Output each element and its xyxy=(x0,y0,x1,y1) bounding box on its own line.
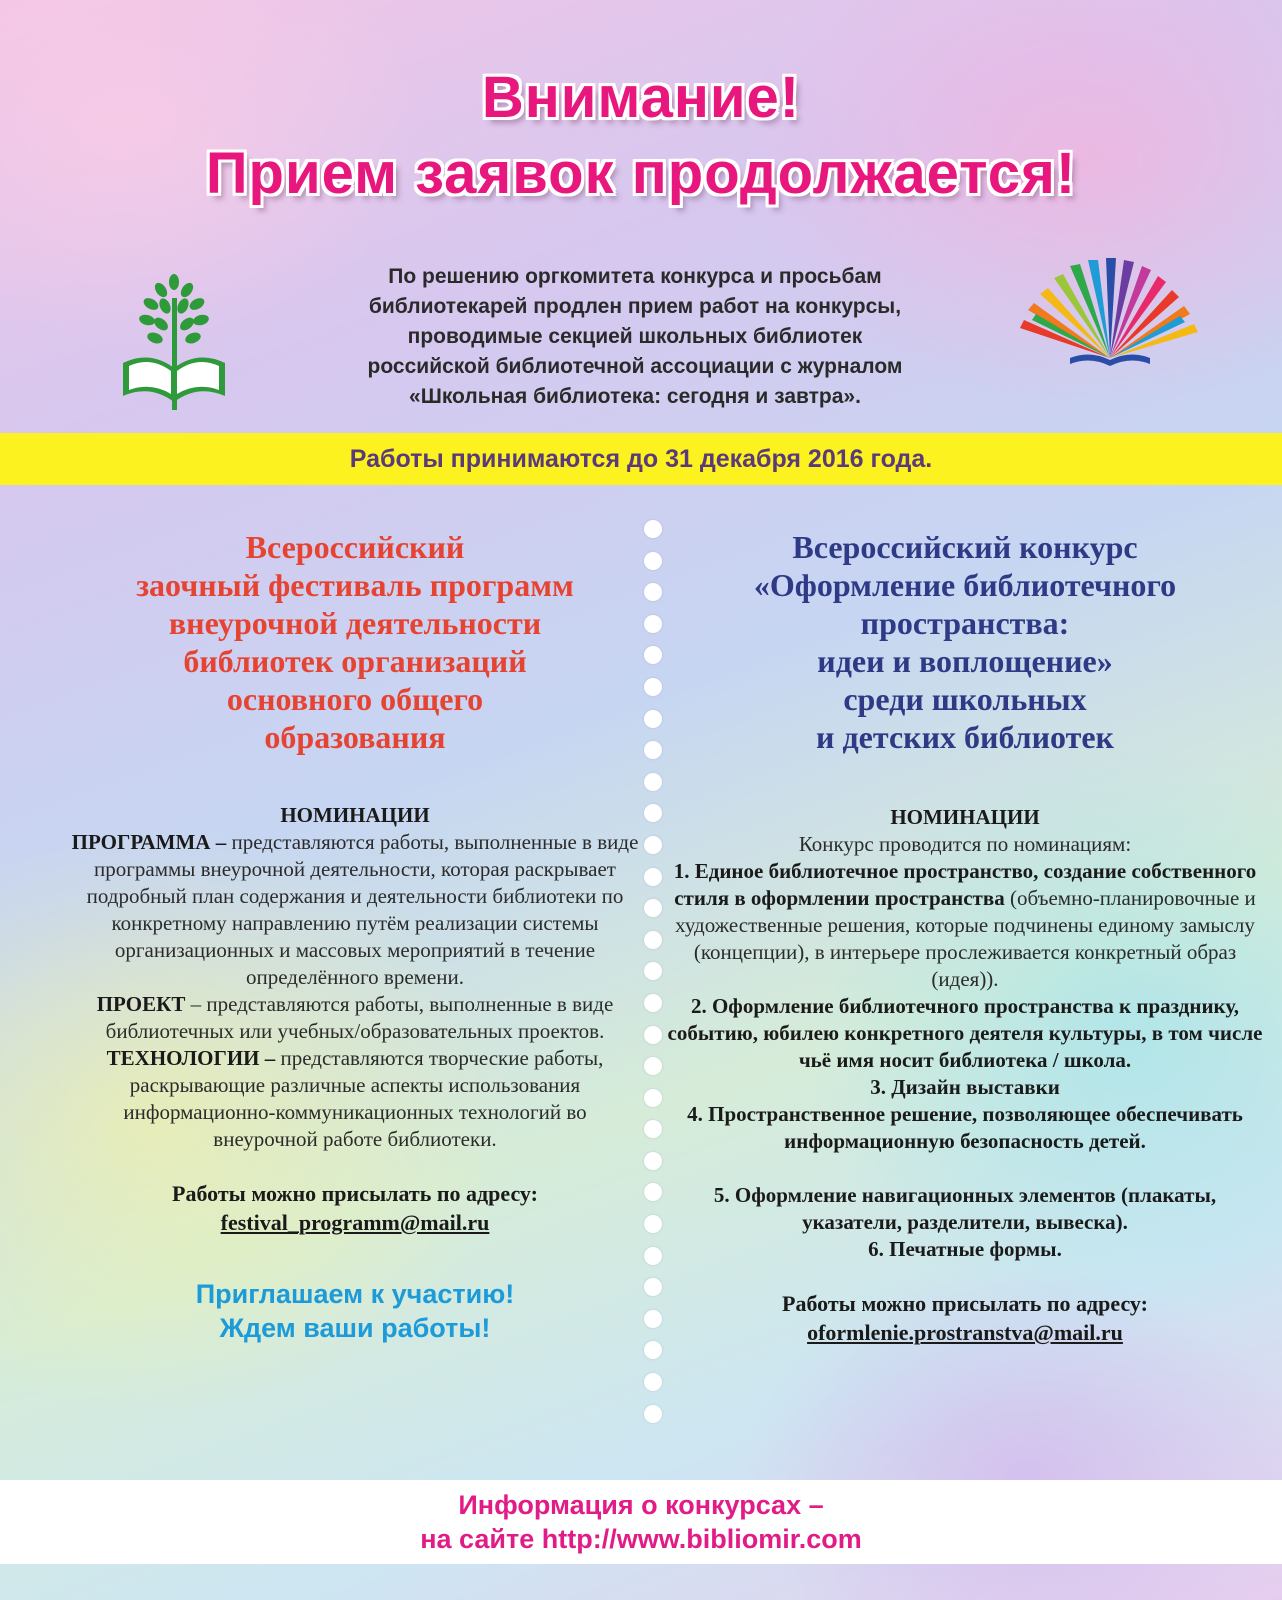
heading-line: библиотек организаций xyxy=(183,643,527,679)
divider-dot xyxy=(644,1373,662,1391)
nomination-program-text: представляются работы, выполненные в виде программы внеурочной деятельности, которая раскрывает подробный план содержания и деятельности библиотеки по конкретному направлению путём реализации системы организационных и массовых мероприятий в течение определённого времени. xyxy=(86,830,639,989)
heading-line: пространства: xyxy=(860,605,1070,641)
festival-email-link[interactable]: festival_programm@mail.ru xyxy=(220,1210,490,1235)
contest-email-link[interactable]: oformlenie.prostranstva@mail.ru xyxy=(807,1320,1123,1345)
divider-dot xyxy=(644,615,662,633)
address-label: Работы можно присылать по адресу: xyxy=(782,1291,1148,1316)
nomination-6 xyxy=(665,1236,1265,1263)
divider-dot xyxy=(644,899,662,917)
invite-line: Приглашаем к участию! xyxy=(195,1279,515,1309)
nomination-5 xyxy=(665,1182,1265,1236)
nominations-title: НОМИНАЦИИ xyxy=(890,805,1040,829)
nomination-1 xyxy=(665,858,1265,993)
nomination-5-text: 5. Оформление навигационных элементов (плакаты, указатели, разделители, вывеска). xyxy=(713,1183,1217,1234)
divider-dot xyxy=(644,931,662,949)
nomination-4-text: 4. Пространственное решение, позволяющее обеспечивать информационную безопасность детей. xyxy=(687,1102,1243,1153)
divider-dot xyxy=(644,710,662,728)
heading-line: идеи и воплощение» xyxy=(817,643,1113,679)
title-line-applications: Прием заявок продолжается! xyxy=(205,141,1077,206)
nomination-1-title: 1. Единое библиотечное пространство, создание собственного стиля в оформлении пространства xyxy=(673,859,1257,910)
divider-dot xyxy=(644,552,662,570)
divider-dot xyxy=(644,773,662,791)
intro-line: По решению оргкомитета конкурса и просьбам xyxy=(388,265,882,288)
divider-dot xyxy=(644,1183,662,1201)
nomination-2-text: 2. Оформление библиотечного пространства к празднику, событию, юбилею конкретного деятеля культуры, в том числе чьё имя носит библиотека / школа. xyxy=(667,994,1263,1072)
nomination-6-text: 6. Печатные формы. xyxy=(868,1237,1062,1261)
divider-dot xyxy=(644,962,662,980)
intro-line: российской библиотечной ассоциации с журналом xyxy=(367,355,903,378)
heading-line: образования xyxy=(264,719,446,755)
divider-dot xyxy=(644,741,662,759)
divider-dot xyxy=(644,678,662,696)
address-label: Работы можно присылать по адресу: xyxy=(172,1181,538,1206)
footer-info xyxy=(0,1480,1282,1564)
invite-line: Ждем ваши работы! xyxy=(219,1313,491,1343)
divider-dot xyxy=(644,1405,662,1423)
contest-heading xyxy=(665,528,1265,756)
divider-dot xyxy=(644,583,662,601)
nomination-3-text: 3. Дизайн выставки xyxy=(870,1075,1060,1099)
heading-line: среди школьных xyxy=(843,681,1087,717)
divider-dot xyxy=(644,1341,662,1359)
heading-line: основного общего xyxy=(226,681,484,717)
divider-dot xyxy=(644,1215,662,1233)
intro-text xyxy=(285,262,985,412)
nominations-title: НОМИНАЦИИ xyxy=(280,803,430,827)
divider-dot xyxy=(644,1026,662,1044)
heading-line: заочный фестиваль программ xyxy=(136,567,574,603)
heading-line: Всероссийский xyxy=(245,529,465,565)
divider-dot xyxy=(644,520,662,538)
divider-dot xyxy=(644,1057,662,1075)
nomination-program xyxy=(70,829,640,991)
nominations-intro: Конкурс проводится по номинациям: xyxy=(798,832,1132,856)
festival-heading xyxy=(70,528,640,756)
nomination-2 xyxy=(665,993,1265,1074)
divider-dot xyxy=(644,1247,662,1265)
divider-dot xyxy=(644,1089,662,1107)
rainbow-book-logo-icon xyxy=(1010,258,1210,378)
deadline-banner: Работы принимаются до 31 декабря 2016 года. xyxy=(0,433,1282,485)
divider-dot xyxy=(644,994,662,1012)
footer-website-link[interactable]: на сайте http://www.bibliomir.com xyxy=(420,1524,862,1554)
tree-book-logo-icon xyxy=(115,268,233,418)
nomination-technologies-text: представляются творческие работы, раскрывающие различные аспекты использования информационно-коммуникационных технологий во внеурочной работе библиотеки. xyxy=(123,1046,604,1151)
divider-dot xyxy=(644,868,662,886)
nomination-technologies xyxy=(70,1045,640,1153)
divider-dot xyxy=(644,1278,662,1296)
nomination-project-text: – представляются работы, выполненные в виде библиотечных или учебных/образовательных проектов. xyxy=(105,992,614,1043)
nomination-project xyxy=(70,991,640,1045)
footer-line: Информация о конкурсах – xyxy=(458,1490,824,1520)
contest-column xyxy=(665,528,1265,1347)
heading-line: Всероссийский конкурс xyxy=(792,529,1138,565)
heading-line: и детских библиотек xyxy=(816,719,1114,755)
nomination-1-text: (объемно-планировочные и художественные решения, которые подчинены единому замыслу (концепции), в интерьере прослеживается конкретный образ (идея)). xyxy=(675,886,1256,991)
nomination-3 xyxy=(665,1074,1265,1101)
festival-column xyxy=(70,528,640,1345)
nomination-program-title: ПРОГРАММА – xyxy=(71,830,227,854)
heading-line: «Оформление библиотечного xyxy=(753,567,1177,603)
intro-line: библиотекарей продлен прием работ на конкурсы, xyxy=(368,295,902,318)
nomination-project-title: ПРОЕКТ xyxy=(96,992,186,1016)
divider-dot xyxy=(644,1310,662,1328)
poster-title xyxy=(0,60,1282,212)
divider-dot xyxy=(644,836,662,854)
heading-line: внеурочной деятельности xyxy=(168,605,542,641)
nomination-technologies-title: ТЕХНОЛОГИИ – xyxy=(106,1046,276,1070)
dotted-divider xyxy=(644,520,664,1436)
divider-dot xyxy=(644,1152,662,1170)
intro-line: проводимые секцией школьных библиотек xyxy=(407,325,863,348)
divider-dot xyxy=(644,804,662,822)
title-line-attention: Внимание! xyxy=(481,65,801,130)
nomination-4 xyxy=(665,1101,1265,1155)
intro-line: «Школьная библиотека: сегодня и завтра». xyxy=(409,385,861,408)
divider-dot xyxy=(644,1120,662,1138)
divider-dot xyxy=(644,646,662,664)
